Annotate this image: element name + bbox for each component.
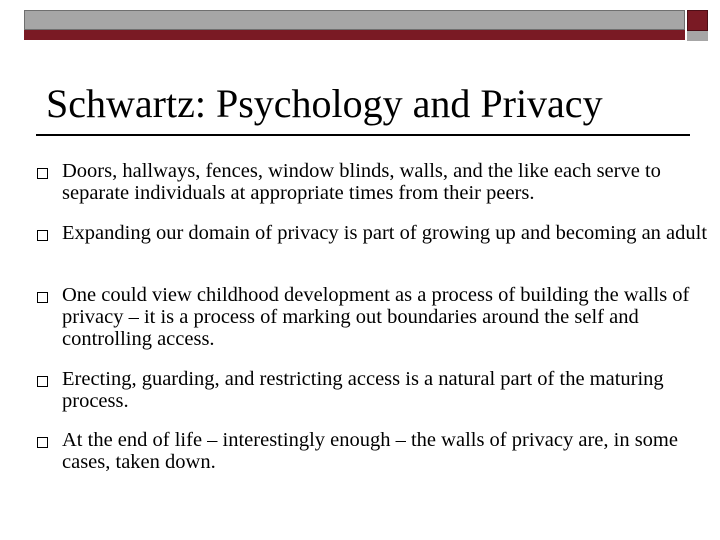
bullet-text: Erecting, guarding, and restricting access is a natural part of the maturing process.: [62, 368, 664, 412]
header-red-bar: [24, 30, 685, 40]
hollow-square-bullet-icon: [37, 376, 48, 387]
bullet-text: Doors, hallways, fences, window blinds, walls, and the like each serve to separate individuals at appropriate times from their peers.: [62, 160, 661, 204]
bullet-text: Expanding our domain of privacy is part of growing up and becoming an adult: [62, 222, 708, 244]
header-grey-square: [687, 31, 708, 41]
title-underline: [36, 134, 690, 136]
hollow-square-bullet-icon: [37, 168, 48, 179]
slide-title: Schwartz: Psychology and Privacy: [46, 81, 603, 126]
header-red-square: [687, 10, 708, 31]
hollow-square-bullet-icon: [37, 230, 48, 241]
bullet-text: At the end of life – interestingly enough – the walls of privacy are, in some cases, taken down.: [62, 429, 678, 473]
bullet-text: One could view childhood development as a process of building the walls of privacy – it is a process of marking out boundaries around the self and controlling access.: [62, 284, 690, 350]
hollow-square-bullet-icon: [37, 437, 48, 448]
hollow-square-bullet-icon: [37, 292, 48, 303]
header-grey-bar: [24, 10, 685, 30]
